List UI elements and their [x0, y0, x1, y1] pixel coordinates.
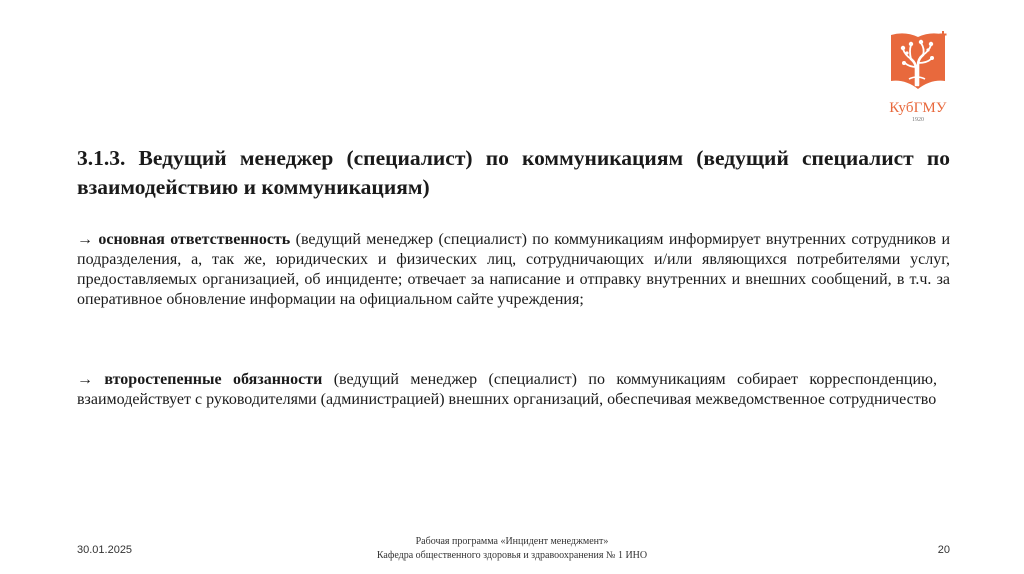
footer-line-program: Рабочая программа «Инцидент менеджмент»: [415, 536, 609, 547]
page-number: 20: [937, 544, 950, 556]
paragraph-heading: основная ответственность: [98, 231, 291, 248]
footer-date: 30.01.2025: [77, 544, 133, 556]
tree-book-icon: [887, 29, 949, 101]
slide-title: 3.1.3. Ведущий менеджер (специалист) по коммуникациям (ведущий специалист по взаимодействию и коммуникациям): [77, 146, 950, 199]
footer-caption: [312, 535, 712, 563]
paragraph-main-responsibility: [77, 230, 950, 310]
logo-name: КубГМУ: [889, 100, 947, 116]
arrow-icon: →: [77, 231, 93, 248]
university-logo: [887, 29, 949, 124]
paragraph-text: (ведущий менеджер (специалист) по коммуникациям информирует внутренних сотрудников и подразделения, а, так же, юридических и физических лиц, сотрудничающих и/или являющихся потребителями услуг, предоставляемых организацией, об инциденте; отвечает за написание и отправку внутренних и внешних сообщений, в т.ч. за оперативное обновление информации на официальном сайте учреждения;: [77, 231, 951, 308]
paragraph-text: (ведущий менеджер (специалист) по коммуникациям собирает корреспонденцию, взаимодействует с руководителями (администрацией) внешних организаций, обеспечивая межведомственное сотрудничество: [77, 371, 938, 408]
footer-line-department: Кафедра общественного здоровья и здравоохранения № 1 ИНО: [376, 550, 648, 561]
arrow-icon: →: [77, 371, 93, 388]
paragraph-secondary-duties: [77, 370, 937, 410]
paragraph-heading: второстепенные обязанности: [104, 371, 323, 388]
logo-year: 1920: [912, 117, 924, 123]
